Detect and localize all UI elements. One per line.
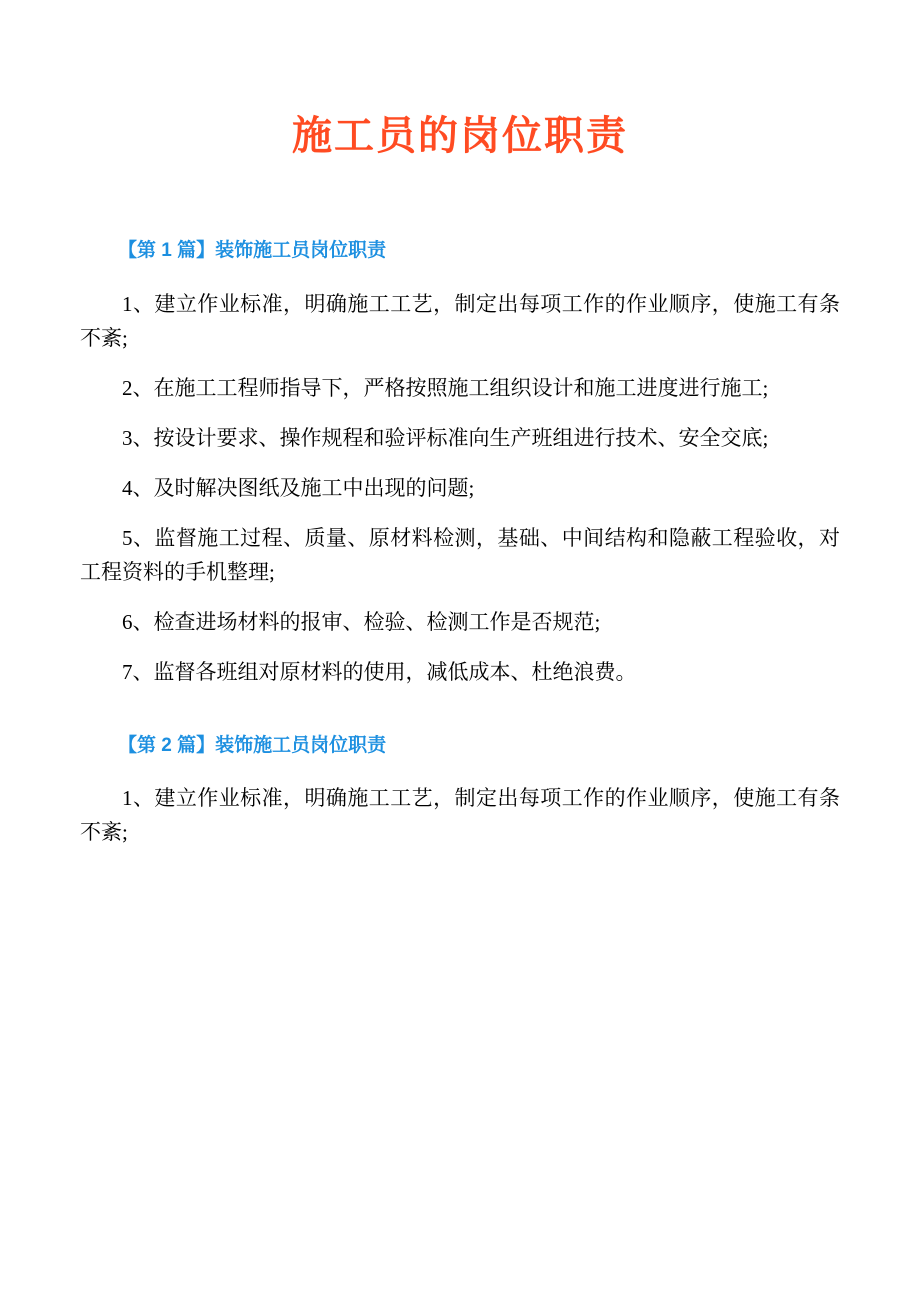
section-2-heading: 【第 2 篇】装饰施工员岗位职责 xyxy=(118,734,387,756)
section-2-body xyxy=(80,781,840,849)
paragraph: 3、按设计要求、操作规程和验评标准向生产班组进行技术、安全交底; xyxy=(122,425,769,450)
page-title: 施工员的岗位职责 xyxy=(292,114,628,158)
paragraph: 5、监督施工过程、质量、原材料检测，基础、中间结构和隐蔽工程验收，对工程资料的手机整理; xyxy=(80,525,840,584)
paragraph: 1、建立作业标准，明确施工工艺，制定出每项工作的作业顺序，使施工有条不紊; xyxy=(80,786,840,845)
section-1 xyxy=(80,238,840,689)
section-1-heading: 【第 1 篇】装饰施工员岗位职责 xyxy=(118,240,387,261)
section-2 xyxy=(80,733,840,850)
paragraph: 1、建立作业标准，明确施工工艺，制定出每项工作的作业顺序，使施工有条不紊; xyxy=(80,291,840,350)
paragraph: 2、在施工工程师指导下，严格按照施工组织设计和施工进度进行施工; xyxy=(122,375,769,400)
section-1-body xyxy=(80,287,840,689)
paragraph: 7、监督各班组对原材料的使用，减低成本、杜绝浪费。 xyxy=(122,659,637,684)
paragraph: 6、检查进场材料的报审、检验、检测工作是否规范; xyxy=(122,609,601,634)
paragraph: 4、及时解决图纸及施工中出现的问题; xyxy=(122,475,475,500)
